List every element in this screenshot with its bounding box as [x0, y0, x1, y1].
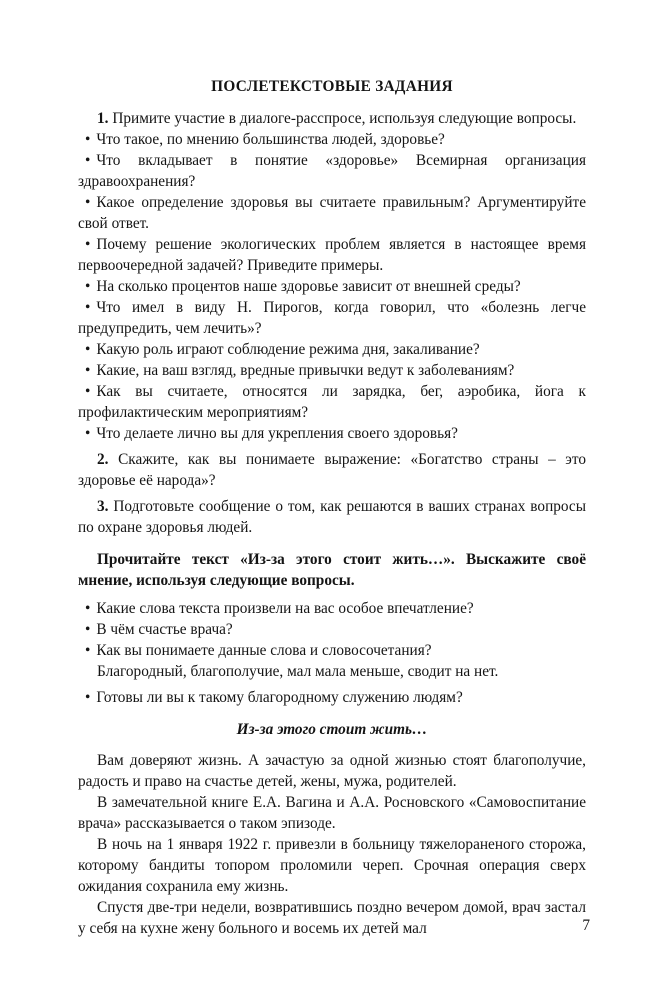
bullet-icon: • — [85, 425, 91, 442]
body-paragraph: В замечательной книге Е.А. Вагина и А.А. Росновского «Самовоспитание врача» рассказывается о таком эпизоде. — [78, 794, 586, 832]
page-content — [78, 76, 586, 939]
question-text: Что делаете лично вы для укрепления своего здоровья? — [96, 425, 458, 442]
question-text: Что имел в виду Н. Пирогов, когда говорил, что «болезнь легче предупредить, чем лечить»? — [78, 299, 586, 337]
question-item — [78, 381, 586, 423]
task-1-text: Примите участие в диалоге-расспросе, используя следующие вопросы. — [112, 110, 577, 127]
question-item — [78, 234, 586, 276]
page-number: 7 — [582, 917, 590, 934]
task-2-text: Скажите, как вы понимаете выражение: «Богатство страны – это здоровье её народа»? — [78, 451, 587, 489]
question-item — [78, 339, 586, 360]
question-item — [78, 687, 586, 708]
question-text: Какие слова текста произвели на вас особое впечатление? — [96, 600, 474, 617]
question-item — [78, 619, 586, 640]
question-item — [78, 192, 586, 234]
question-text: В чём счастье врача? — [96, 621, 233, 638]
bullet-icon: • — [85, 642, 91, 659]
question-item — [78, 150, 586, 192]
bullet-icon: • — [85, 131, 91, 148]
question-item — [78, 129, 586, 150]
body-paragraph: В ночь на 1 января 1922 г. привезли в больницу тяжелораненого сторожа, которому бандиты топором проломили череп. Срочная операция сверх ожидания сохранила ему жизнь. — [78, 836, 586, 895]
bullet-icon: • — [85, 689, 91, 706]
task-2-paragraph — [78, 449, 586, 491]
bullet-icon: • — [85, 152, 91, 169]
question-text: Как вы понимаете данные слова и словосочетания? — [96, 642, 432, 659]
bullet-icon: • — [85, 362, 91, 379]
question-text: Какое определение здоровья вы считаете правильным? Аргументируйте свой ответ. — [78, 194, 586, 232]
question-text: Почему решение экологических проблем является в настоящее время первоочередной задачей? Приведите примеры. — [78, 236, 586, 274]
body-paragraph: Вам доверяют жизнь. А зачастую за одной жизнью стоят благополучие, радость и право на счастье детей, жены, мужа, родителей. — [78, 752, 586, 790]
bullet-icon: • — [85, 194, 91, 211]
task-2-number: 2. — [97, 451, 109, 468]
task-1-number: 1. — [97, 110, 109, 127]
bullet-icon: • — [85, 278, 91, 295]
question-text: Какую роль играют соблюдение режима дня, закаливание? — [96, 341, 480, 358]
reading-intro: Прочитайте текст «Из-за этого стоит жить…». Выскажите своё мнение, используя следующие вопросы. — [78, 551, 586, 589]
question-text: Что такое, по мнению большинства людей, здоровье? — [96, 131, 445, 148]
bullet-icon: • — [85, 299, 91, 316]
task-1-paragraph — [78, 108, 586, 129]
task-3-number: 3. — [97, 498, 109, 515]
question-text: На сколько процентов наше здоровье зависит от внешней среды? — [96, 278, 521, 295]
question-item — [78, 297, 586, 339]
body-paragraph: Спустя две-три недели, возвратившись поздно вечером домой, врач застал у себя на кухне жену больного и восемь их детей мал — [78, 899, 586, 937]
bullet-icon: • — [85, 621, 91, 638]
bullet-icon: • — [85, 236, 91, 253]
question-item — [78, 640, 586, 661]
question-text: Готовы ли вы к такому благородному служению людям? — [96, 689, 463, 706]
question-item — [78, 360, 586, 381]
question-text: Как вы считаете, относятся ли зарядка, бег, аэробика, йога к профилактическим мероприятиям? — [78, 383, 586, 421]
question-text: Что вкладывает в понятие «здоровье» Всемирная организация здравоохранения? — [78, 152, 586, 190]
page-title: ПОСЛЕТЕКСТОВЫЕ ЗАДАНИЯ — [211, 78, 453, 95]
question-item — [78, 423, 586, 444]
question-item — [78, 276, 586, 297]
question-text: Какие, на ваш взгляд, вредные привычки ведут к заболеваниям? — [96, 362, 515, 379]
bullet-icon: • — [85, 600, 91, 617]
bullet-icon: • — [85, 341, 91, 358]
question-item — [78, 598, 586, 619]
task-3-paragraph — [78, 496, 586, 538]
reading-title: Из-за этого стоит жить… — [236, 721, 428, 738]
vocabulary-line: Благородный, благополучие, мал мала меньше, сводит на нет. — [97, 663, 499, 680]
task-3-text: Подготовьте сообщение о том, как решаются в ваших странах вопросы по охране здоровья людей. — [78, 498, 586, 536]
bullet-icon: • — [85, 383, 91, 400]
